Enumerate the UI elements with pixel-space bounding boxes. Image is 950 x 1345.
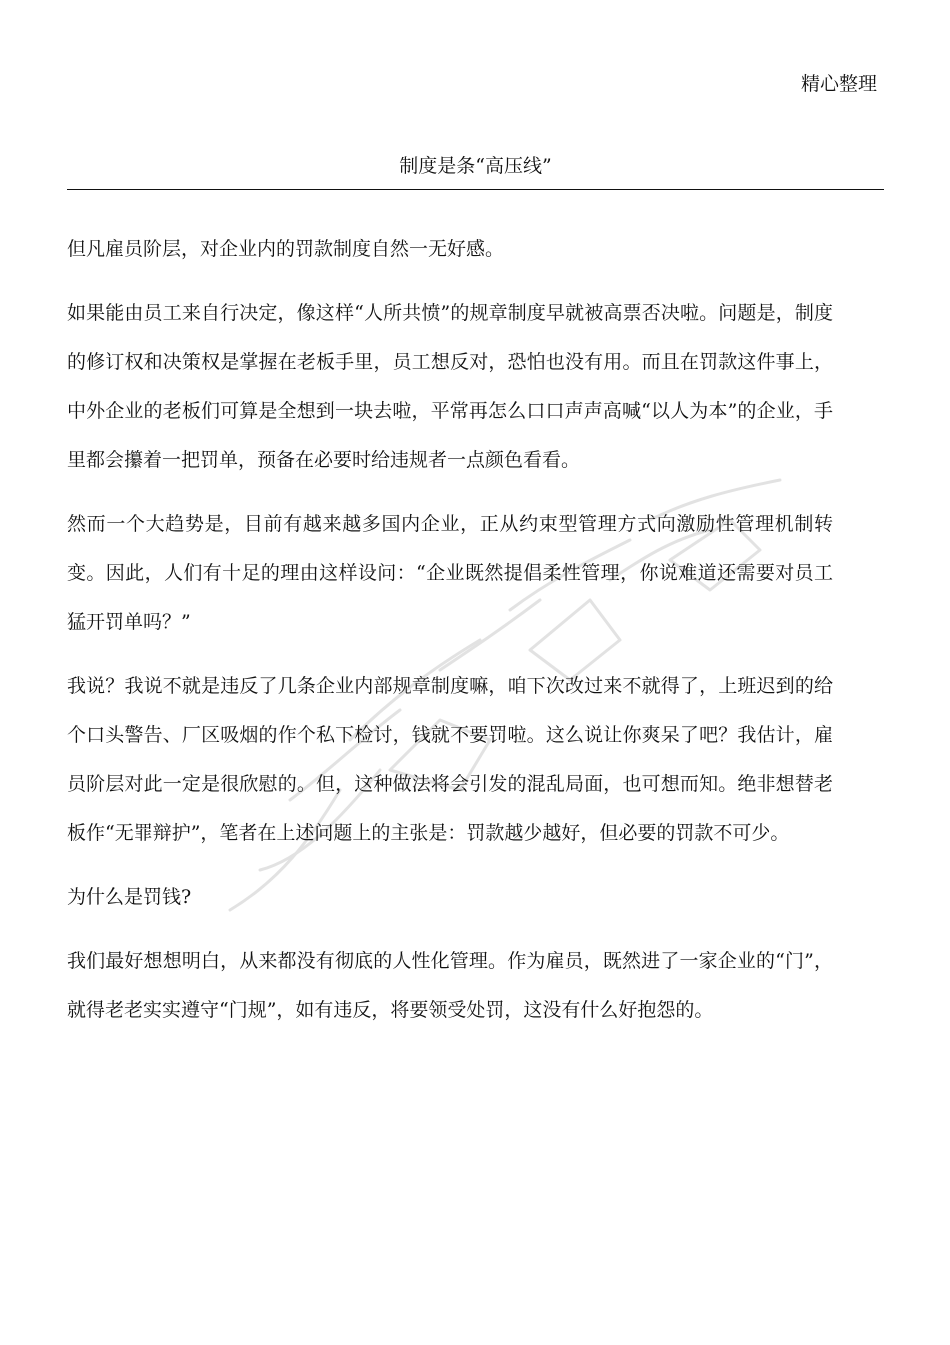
title-block <box>67 152 884 190</box>
header-note: 精心整理 <box>800 73 877 95</box>
paragraph: 我说？我说不就是违反了几条企业内部规章制度嘛，咱下次改过来不就得了，上班迟到的给个口头警告、厂区吸烟的作个私下检讨，钱就不要罚啦。这么说让你爽呆了吧？我估计，雇员阶层对此一定是很欣慰的。但，这种做法将会引发的混乱局面，也可想而知。绝非想替老板作“无罪辩护”，笔者在上述问题上的主张是：罚款越少越好，但必要的罚款不可少。 <box>67 675 833 844</box>
paragraph: 我们最好想想明白，从来都没有彻底的人性化管理。作为雇员，既然进了一家企业的“门”，就得老老实实遵守“门规”，如有违反，将要领受处罚，这没有什么好抱怨的。 <box>67 950 833 1021</box>
paragraph: 但凡雇员阶层，对企业内的罚款制度自然一无好感。 <box>67 238 505 260</box>
document-title: 制度是条“高压线” <box>399 155 552 177</box>
paragraph: 如果能由员工来自行决定，像这样“人所共愤”的规章制度早就被高票否决啦。问题是，制度的修订权和决策权是掌握在老板手里，员工想反对，恐怕也没有用。而且在罚款这件事上，中外企业的老板们可算是全想到一块去啦，平常再怎么口口声声高喊“以人为本”的企业，手里都会攥着一把罚单，预备在必要时给违规者一点颜色看看。 <box>67 302 833 471</box>
paragraph: 然而一个大趋势是，目前有越来越多国内企业，正从约束型管理方式向激励性管理机制转变。因此，人们有十足的理由这样设问：“企业既然提倡柔性管理，你说难道还需要对员工猛开罚单吗？” <box>67 513 833 633</box>
document-body <box>67 225 833 1050</box>
section-heading: 为什么是罚钱? <box>67 886 192 908</box>
title-divider <box>67 189 884 190</box>
